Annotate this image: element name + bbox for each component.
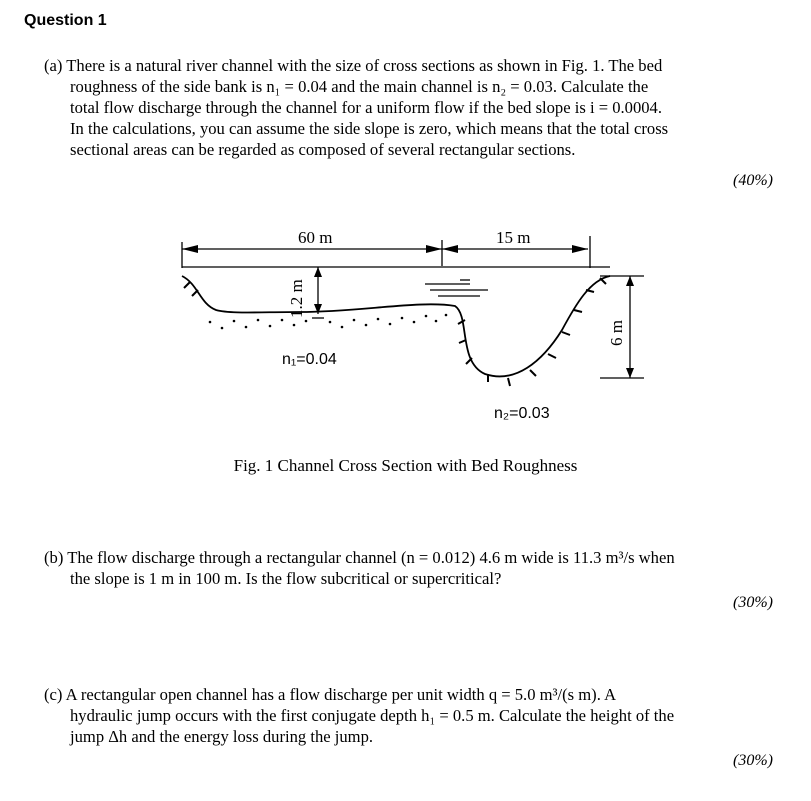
part-a-line-3: total flow discharge through the channel for a uniform flow if the bed slope is i = 0.0004. (70, 98, 663, 117)
channel-cross-section-figure (170, 222, 650, 427)
bank-roughness-marks (184, 278, 606, 386)
part-a-line-2: roughness of the side bank is n₁ = 0.04 and the main channel is n₂ = 0.03. Calculate the (70, 77, 649, 96)
part-a-text (44, 55, 776, 160)
label-60m: 60 m (298, 228, 333, 247)
part-b-line1-text: The flow discharge through a rectangular channel (n = 0.012) 4.6 m wide is 11.3 m³/s when (67, 548, 675, 567)
part-c-line-1 (44, 684, 776, 705)
label-n1: n₁=0.04 (282, 351, 337, 368)
part-b-marks: (30%) (733, 594, 773, 611)
part-a-line-4: In the calculations, you can assume the side slope is zero, which means that the total cross (70, 119, 669, 138)
part-c-text (44, 684, 776, 747)
label-6m: 6 m (607, 320, 626, 346)
part-a-marks: (40%) (733, 172, 773, 189)
part-b-line-1 (44, 547, 776, 568)
part-a-line-1 (44, 55, 776, 76)
question-title: Question 1 (24, 12, 107, 29)
bed-gravel-dots (209, 314, 448, 330)
part-a-label: (a) (44, 56, 63, 75)
part-b-line-2: the slope is 1 m in 100 m. Is the flow subcritical or supercritical? (70, 569, 502, 588)
label-15m: 15 m (496, 228, 531, 247)
part-c-label: (c) (44, 685, 63, 704)
part-c-line1-text: A rectangular open channel has a flow discharge per unit width q = 5.0 m³/(s m). A (65, 685, 617, 704)
part-c-line-2: hydraulic jump occurs with the first conjugate depth h₁ = 0.5 m. Calculate the height of the (70, 706, 675, 725)
label-1-2m: 1.2 m (287, 279, 306, 318)
part-b-text (44, 547, 776, 589)
part-a-line1-text: There is a natural river channel with the size of cross sections as shown in Fig. 1. The bed (66, 56, 663, 75)
part-c-marks: (30%) (733, 752, 773, 769)
part-b-label: (b) (44, 548, 64, 567)
figure-caption: Fig. 1 Channel Cross Section with Bed Roughness (233, 456, 578, 475)
part-a-line-5: sectional areas can be regarded as composed of several rectangular sections. (70, 140, 576, 159)
part-c-line-3: jump Δh and the energy loss during the jump. (70, 727, 374, 746)
label-n2: n₂=0.03 (494, 405, 550, 422)
